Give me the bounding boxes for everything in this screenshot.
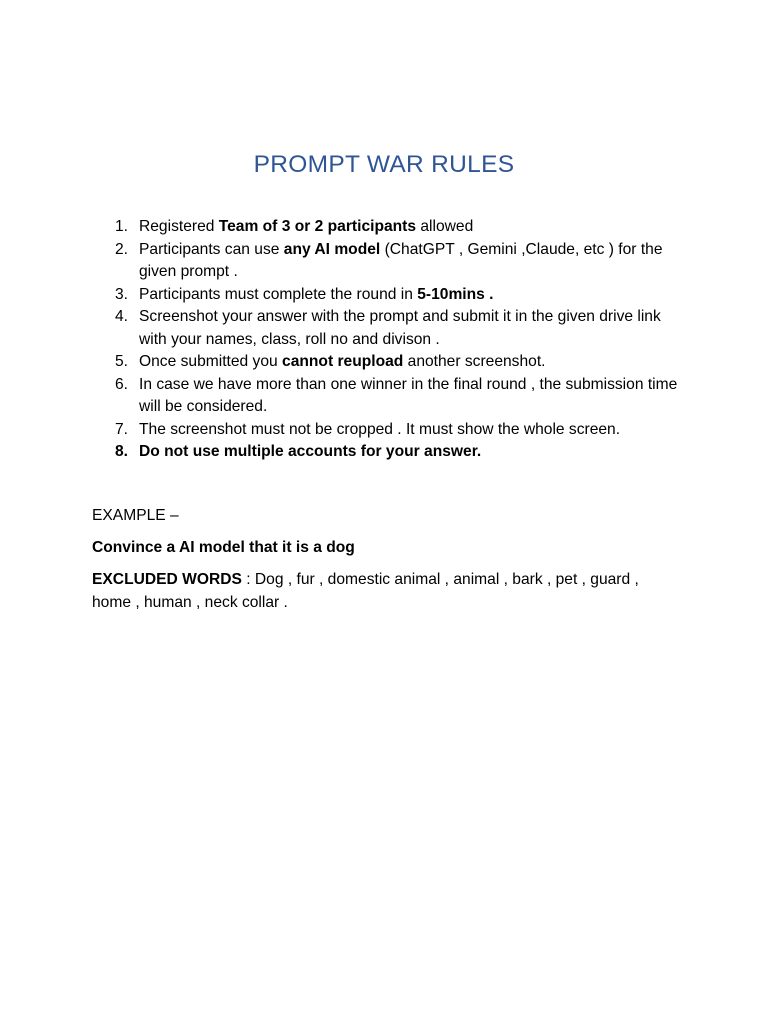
rule-number: 5. [115,353,129,370]
excluded-words [92,569,672,614]
rule-text [139,443,481,460]
rule-text-segment: Participants can use [139,240,284,258]
rule-text-segment: another screenshot. [403,353,546,370]
rule-number: 2. [115,240,129,258]
rule-text [139,286,494,303]
rule-emphasis: Do not use multiple accounts for your answer. [139,443,482,460]
rule-text-segment: In case we have more than one winner in the final round , the submission time will be considered. [139,375,678,415]
rule-text-segment: allowed [416,218,474,235]
rule-text-segment: Screenshot your answer with the prompt and submit it in the given drive link with your names, class, roll no and divison . [139,308,661,348]
rule-emphasis: 5-10mins . [417,285,494,303]
example-task: Convince a AI model that it is a dog [92,539,355,556]
rule-number: 7. [115,420,129,438]
rule-number: 3. [115,285,129,303]
rule-text-segment: Registered [139,218,219,235]
rule-text [139,376,677,416]
rule-text [139,421,620,438]
rule-item [92,216,682,239]
rule-emphasis: any AI model [283,240,381,258]
example-label: EXAMPLE – [92,507,179,524]
rule-item [92,419,682,442]
rules-list [92,216,682,464]
rule-number: 8. [115,443,129,460]
rule-text-segment: Once submitted you [139,353,283,370]
document-title: PROMPT WAR RULES [253,151,515,178]
rule-number: 4. [115,308,129,325]
rule-item [92,441,682,464]
excluded-words-list: : Dog , fur , domestic animal , animal , bark , pet , guard , home , human , neck collar . [92,571,639,611]
rule-item [92,351,682,374]
rule-item [92,284,682,307]
rule-number: 6. [115,375,129,393]
rule-emphasis: cannot reupload [282,353,404,370]
rule-number: 1. [115,218,129,235]
excluded-words-label: EXCLUDED WORDS [92,571,242,588]
rule-text-segment: The screenshot must not be cropped . It must show the whole screen. [139,420,621,438]
rule-text [139,241,663,281]
rule-item [92,239,682,284]
rule-text [139,218,473,235]
rule-text-segment: (ChatGPT , Gemini ,Claude, etc ) for the given prompt . [139,240,663,280]
rule-item [92,374,682,419]
rule-emphasis: Team of 3 or 2 participants [218,218,417,235]
rule-item [92,306,682,351]
rule-text-segment: Participants must complete the round in [139,285,418,303]
rule-text [139,308,661,348]
rule-text [139,353,546,370]
